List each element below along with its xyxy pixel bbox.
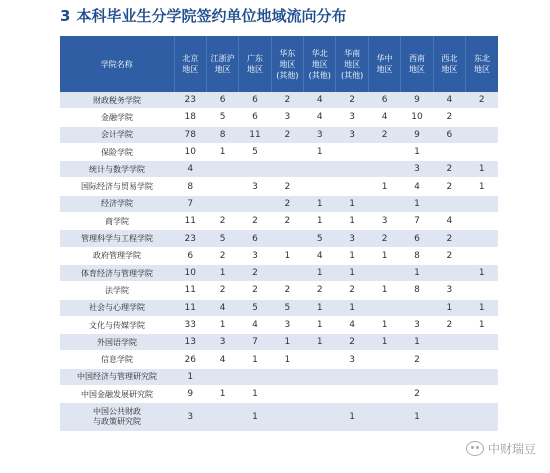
- cell-value: 4: [304, 247, 336, 264]
- header-region-line: 地区: [441, 65, 458, 74]
- cell-value: 23: [174, 92, 206, 109]
- table-row: [60, 126, 498, 143]
- table-row: [60, 161, 498, 178]
- cell-value: [466, 126, 498, 143]
- cell-value: [466, 230, 498, 247]
- cell-value: 1: [206, 143, 238, 160]
- cell-value: 2: [433, 316, 465, 333]
- watermark: [466, 440, 536, 457]
- table-row: [60, 386, 498, 403]
- cell-value: [466, 109, 498, 126]
- cell-value: [401, 368, 433, 385]
- cell-value: 4: [304, 109, 336, 126]
- cell-value: 78: [174, 126, 206, 143]
- cell-value: 5: [271, 299, 303, 316]
- cell-value: 23: [174, 230, 206, 247]
- cell-value: [336, 368, 368, 385]
- cell-value: 2: [271, 195, 303, 212]
- cell-value: 3: [401, 316, 433, 333]
- table-row: [60, 351, 498, 368]
- cell-value: [336, 143, 368, 160]
- header-region: [304, 36, 336, 92]
- table-row: [60, 247, 498, 264]
- cell-value: [304, 178, 336, 195]
- header-region: [174, 36, 206, 92]
- header-region: [466, 36, 498, 92]
- cell-value: 1: [304, 143, 336, 160]
- cell-value: 3: [336, 230, 368, 247]
- cell-value: 6: [368, 92, 400, 109]
- cell-value: 5: [304, 230, 336, 247]
- cell-value: 7: [174, 195, 206, 212]
- cell-value: [271, 143, 303, 160]
- table-row: [60, 282, 498, 299]
- cell-value: 2: [271, 92, 303, 109]
- cell-value: [401, 299, 433, 316]
- cell-value: 9: [401, 92, 433, 109]
- table-row: [60, 143, 498, 160]
- page-title: [60, 5, 346, 26]
- cell-value: 11: [239, 126, 271, 143]
- college-name: [60, 403, 174, 432]
- header-region-line: 华南: [344, 48, 361, 58]
- cell-value: [271, 230, 303, 247]
- cell-value: [304, 351, 336, 368]
- cell-value: 4: [336, 316, 368, 333]
- cell-value: [271, 403, 303, 432]
- header-region-line: 北京: [182, 54, 199, 63]
- cell-value: 2: [466, 92, 498, 109]
- cell-value: [336, 161, 368, 178]
- cell-value: 1: [304, 334, 336, 351]
- cell-value: [433, 368, 465, 385]
- cell-value: [239, 195, 271, 212]
- header-region-line: 地区: [279, 59, 296, 69]
- cell-value: 1: [174, 368, 206, 385]
- cell-value: 3: [401, 161, 433, 178]
- header-region-line: 地区: [214, 65, 231, 74]
- cell-value: 1: [304, 213, 336, 230]
- header-region: [433, 36, 465, 92]
- cell-value: 1: [304, 316, 336, 333]
- cell-value: [433, 143, 465, 160]
- destination-table: [60, 36, 498, 432]
- college-name: 体育经济与管理学院: [60, 264, 174, 281]
- college-name: 政府管理学院: [60, 247, 174, 264]
- college-name: 法学院: [60, 282, 174, 299]
- college-name: 信息学院: [60, 351, 174, 368]
- cell-value: [271, 161, 303, 178]
- cell-value: [271, 386, 303, 403]
- cell-value: 3: [336, 126, 368, 143]
- cell-value: 1: [206, 264, 238, 281]
- cell-value: 7: [401, 213, 433, 230]
- cell-value: [368, 386, 400, 403]
- college-name: 社会与心理学院: [60, 299, 174, 316]
- cell-value: [304, 161, 336, 178]
- cell-value: 1: [336, 403, 368, 432]
- college-name: 会计学院: [60, 126, 174, 143]
- table-body: [60, 92, 498, 432]
- header-region: [336, 36, 368, 92]
- table-row: [60, 403, 498, 432]
- header-region-line: 江浙沪: [210, 54, 235, 63]
- cell-value: [368, 161, 400, 178]
- cell-value: 6: [401, 230, 433, 247]
- table-row: [60, 299, 498, 316]
- cell-value: 2: [206, 213, 238, 230]
- cell-value: [336, 178, 368, 195]
- cell-value: [433, 195, 465, 212]
- header-region-line: (其他): [341, 70, 364, 80]
- cell-value: [206, 368, 238, 385]
- college-name: 商学院: [60, 213, 174, 230]
- cell-value: 2: [401, 351, 433, 368]
- college-name: 统计与数学学院: [60, 161, 174, 178]
- cell-value: 26: [174, 351, 206, 368]
- cell-value: 2: [271, 213, 303, 230]
- cell-value: [206, 195, 238, 212]
- college-name-line: 中国公共财政: [93, 407, 141, 417]
- cell-value: 2: [271, 178, 303, 195]
- cell-value: [368, 299, 400, 316]
- cell-value: 3: [239, 178, 271, 195]
- cell-value: 1: [206, 386, 238, 403]
- cell-value: 1: [336, 213, 368, 230]
- cell-value: [368, 403, 400, 432]
- cell-value: 2: [433, 247, 465, 264]
- college-name: 经济学院: [60, 195, 174, 212]
- cell-value: [368, 195, 400, 212]
- cell-value: 2: [239, 282, 271, 299]
- cell-value: 1: [368, 316, 400, 333]
- cell-value: 11: [174, 282, 206, 299]
- cell-value: 1: [206, 316, 238, 333]
- table-row: [60, 109, 498, 126]
- header-region-line: (其他): [276, 70, 299, 80]
- table-row: [60, 195, 498, 212]
- cell-value: 2: [401, 386, 433, 403]
- title-text: 本科毕业生分学院签约单位地域流向分布: [76, 7, 347, 25]
- cell-value: 1: [239, 386, 271, 403]
- header-region-line: 东北: [474, 54, 491, 63]
- cell-value: [239, 161, 271, 178]
- college-name: 管理科学与工程学院: [60, 230, 174, 247]
- cell-value: 5: [239, 299, 271, 316]
- college-name-line: 与政策研究院: [93, 417, 141, 427]
- cell-value: [466, 195, 498, 212]
- cell-value: 8: [401, 247, 433, 264]
- cell-value: [466, 351, 498, 368]
- cell-value: [336, 386, 368, 403]
- cell-value: [304, 386, 336, 403]
- cell-value: 8: [401, 282, 433, 299]
- cell-value: 3: [239, 247, 271, 264]
- cell-value: 1: [239, 403, 271, 432]
- cell-value: [304, 403, 336, 432]
- table-row: [60, 230, 498, 247]
- cell-value: [466, 368, 498, 385]
- header-region-line: 华东: [279, 48, 296, 58]
- cell-value: 8: [174, 178, 206, 195]
- cell-value: 9: [174, 386, 206, 403]
- cell-value: 4: [304, 92, 336, 109]
- cell-value: 4: [368, 109, 400, 126]
- header-college: 学院名称: [60, 36, 174, 92]
- cell-value: 1: [368, 247, 400, 264]
- cell-value: 9: [401, 126, 433, 143]
- cell-value: 1: [466, 299, 498, 316]
- college-name: 保险学院: [60, 143, 174, 160]
- cell-value: [466, 143, 498, 160]
- cell-value: [271, 368, 303, 385]
- cell-value: [239, 368, 271, 385]
- cell-value: [466, 334, 498, 351]
- college-name: 中国经济与管理研究院: [60, 368, 174, 385]
- cell-value: 4: [239, 316, 271, 333]
- header-region-line: (其他): [308, 70, 331, 80]
- header-region-line: 地区: [246, 65, 263, 74]
- header-region-line: 地区: [344, 59, 361, 69]
- table-header: [60, 36, 498, 92]
- cell-value: [206, 403, 238, 432]
- cell-value: 1: [466, 161, 498, 178]
- header-region: [206, 36, 238, 92]
- cell-value: 2: [433, 161, 465, 178]
- cell-value: 1: [271, 351, 303, 368]
- header-region-line: 华中: [376, 54, 393, 63]
- cell-value: 6: [433, 126, 465, 143]
- table-row: [60, 264, 498, 281]
- header-region-line: 西北: [441, 54, 458, 63]
- college-name: 文化与传媒学院: [60, 316, 174, 333]
- cell-value: 4: [401, 178, 433, 195]
- cell-value: [368, 143, 400, 160]
- cell-value: 2: [304, 282, 336, 299]
- cell-value: [433, 386, 465, 403]
- header-region-line: 广东: [246, 54, 263, 63]
- cell-value: [466, 213, 498, 230]
- cell-value: [206, 161, 238, 178]
- cell-value: 2: [239, 264, 271, 281]
- cell-value: 10: [174, 143, 206, 160]
- cell-value: 6: [239, 109, 271, 126]
- cell-value: 1: [336, 299, 368, 316]
- header-region-line: 地区: [311, 59, 328, 69]
- table-row: [60, 92, 498, 109]
- cell-value: 2: [206, 282, 238, 299]
- cell-value: [433, 264, 465, 281]
- college-name: 国际经济与贸易学院: [60, 178, 174, 195]
- cell-value: 5: [239, 143, 271, 160]
- cell-value: 3: [304, 126, 336, 143]
- cell-value: 3: [206, 334, 238, 351]
- cell-value: 1: [239, 351, 271, 368]
- cell-value: 4: [433, 92, 465, 109]
- table-row: [60, 178, 498, 195]
- header-region: [271, 36, 303, 92]
- cell-value: 1: [271, 334, 303, 351]
- cell-value: 1: [401, 195, 433, 212]
- header-region: [239, 36, 271, 92]
- cell-value: 7: [239, 334, 271, 351]
- cell-value: 2: [239, 213, 271, 230]
- cell-value: [433, 403, 465, 432]
- cell-value: 11: [174, 299, 206, 316]
- header-region-line: 地区: [408, 65, 425, 74]
- cell-value: [433, 351, 465, 368]
- college-name: 外国语学院: [60, 334, 174, 351]
- cell-value: 1: [271, 247, 303, 264]
- cell-value: 3: [271, 109, 303, 126]
- table-row: [60, 316, 498, 333]
- cell-value: 6: [206, 92, 238, 109]
- cell-value: 3: [271, 316, 303, 333]
- cell-value: [466, 386, 498, 403]
- watermark-text: 中财瑞豆: [487, 442, 536, 456]
- header-region-line: 西南: [408, 54, 425, 63]
- cell-value: 1: [336, 247, 368, 264]
- cell-value: 1: [401, 143, 433, 160]
- cell-value: 11: [174, 213, 206, 230]
- cell-value: 1: [304, 264, 336, 281]
- college-name: 中国金融发展研究院: [60, 386, 174, 403]
- cell-value: 1: [368, 282, 400, 299]
- cell-value: 4: [206, 351, 238, 368]
- cell-value: 33: [174, 316, 206, 333]
- header-region-line: 地区: [474, 65, 491, 74]
- cell-value: 2: [271, 282, 303, 299]
- cell-value: 1: [401, 264, 433, 281]
- cell-value: 3: [336, 351, 368, 368]
- cell-value: 1: [368, 178, 400, 195]
- cell-value: 13: [174, 334, 206, 351]
- header-region-line: 地区: [182, 65, 199, 74]
- cell-value: 1: [401, 334, 433, 351]
- cell-value: 5: [206, 230, 238, 247]
- cell-value: 1: [433, 299, 465, 316]
- cell-value: 2: [336, 334, 368, 351]
- cell-value: 2: [433, 230, 465, 247]
- cell-value: 1: [304, 195, 336, 212]
- cell-value: 1: [336, 195, 368, 212]
- cell-value: 1: [466, 316, 498, 333]
- cell-value: 1: [401, 403, 433, 432]
- cell-value: 1: [466, 178, 498, 195]
- section-number: 3: [60, 7, 71, 25]
- header-region: [401, 36, 433, 92]
- cell-value: [466, 282, 498, 299]
- cell-value: [206, 178, 238, 195]
- cell-value: 1: [304, 299, 336, 316]
- cell-value: 2: [368, 126, 400, 143]
- cell-value: 2: [433, 109, 465, 126]
- cell-value: 1: [466, 264, 498, 281]
- table-row: [60, 368, 498, 385]
- cell-value: 3: [336, 109, 368, 126]
- cell-value: 4: [174, 161, 206, 178]
- cell-value: 2: [336, 282, 368, 299]
- wechat-icon: [466, 441, 484, 456]
- cell-value: 2: [271, 126, 303, 143]
- table-row: [60, 213, 498, 230]
- cell-value: 4: [433, 213, 465, 230]
- cell-value: [466, 403, 498, 432]
- cell-value: [433, 334, 465, 351]
- cell-value: 2: [336, 92, 368, 109]
- cell-value: 3: [433, 282, 465, 299]
- cell-value: [466, 247, 498, 264]
- table-row: [60, 334, 498, 351]
- college-name: 财政税务学院: [60, 92, 174, 109]
- cell-value: [368, 264, 400, 281]
- college-name: 金融学院: [60, 109, 174, 126]
- cell-value: 1: [336, 264, 368, 281]
- cell-value: 18: [174, 109, 206, 126]
- cell-value: [304, 368, 336, 385]
- header-region-line: 华北: [311, 48, 328, 58]
- cell-value: 10: [174, 264, 206, 281]
- cell-value: [368, 351, 400, 368]
- cell-value: [368, 368, 400, 385]
- cell-value: 6: [239, 92, 271, 109]
- cell-value: 3: [174, 403, 206, 432]
- cell-value: 8: [206, 126, 238, 143]
- cell-value: 2: [206, 247, 238, 264]
- cell-value: 10: [401, 109, 433, 126]
- header-region: [368, 36, 400, 92]
- cell-value: [271, 264, 303, 281]
- cell-value: 2: [368, 230, 400, 247]
- cell-value: 3: [368, 213, 400, 230]
- cell-value: 6: [174, 247, 206, 264]
- header-region-line: 地区: [376, 65, 393, 74]
- cell-value: 1: [368, 334, 400, 351]
- cell-value: 6: [239, 230, 271, 247]
- cell-value: 5: [206, 109, 238, 126]
- cell-value: 2: [433, 178, 465, 195]
- cell-value: 4: [206, 299, 238, 316]
